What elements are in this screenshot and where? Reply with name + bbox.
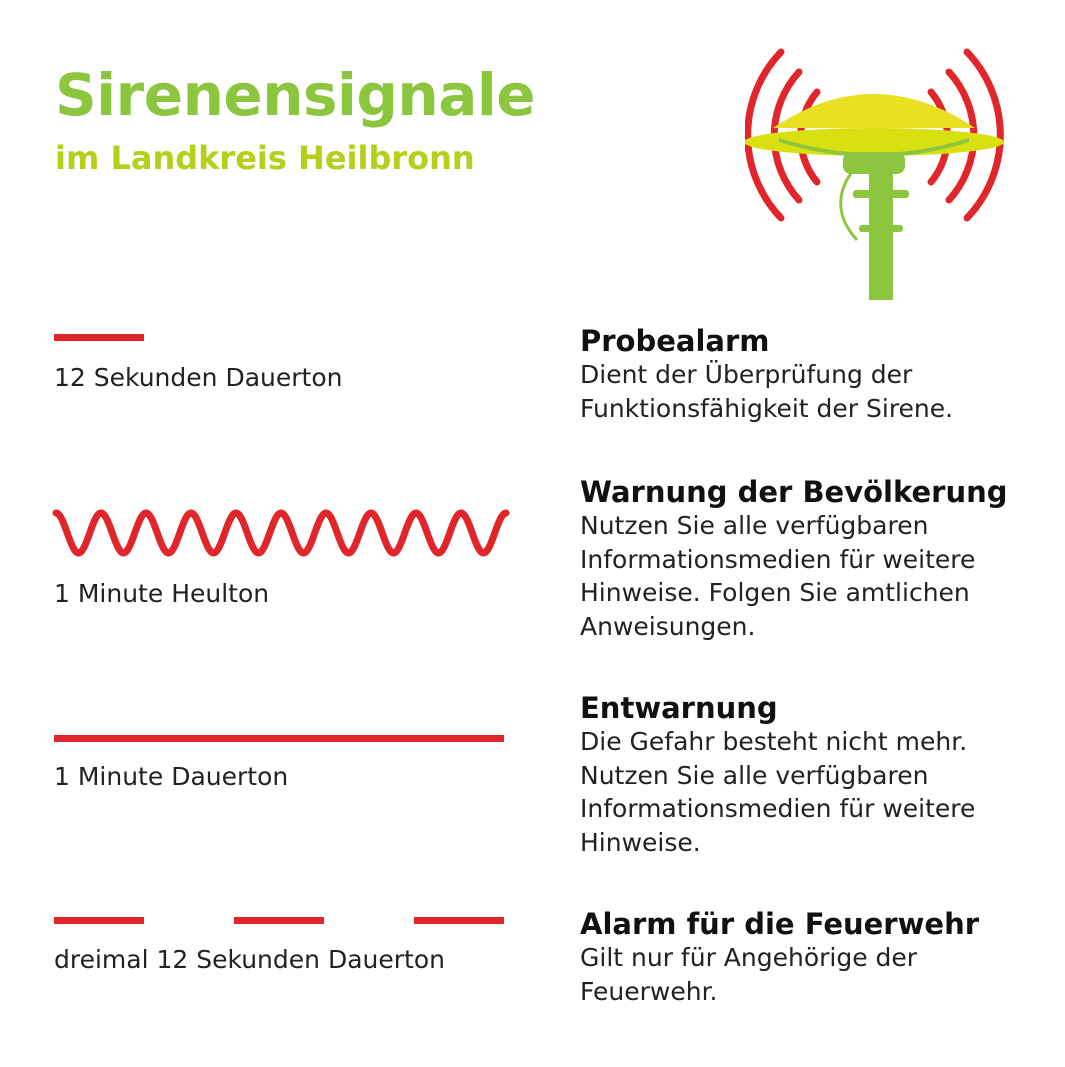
description-line: Gilt nur für Angehörige der [580, 943, 918, 972]
description-line: Informationsmedien für weitere [580, 794, 976, 823]
signal-label-feuerwehr: dreimal 12 Sekunden Dauerton [54, 945, 445, 974]
signal-description-entwarnung [580, 691, 1050, 859]
signal-description-probealarm [580, 324, 1050, 425]
signal-pattern-three-short [54, 917, 504, 924]
signal-label-entwarnung: 1 Minute Dauerton [54, 762, 289, 791]
signal-description-warnung [580, 475, 1050, 643]
signal-pattern-wave [52, 505, 512, 561]
signal-pattern-short-steady [54, 334, 144, 341]
signal-pattern-long-steady [54, 735, 504, 742]
signal-description-feuerwehr [580, 907, 1050, 1008]
description-line: Die Gefahr besteht nicht mehr. [580, 727, 968, 756]
description-line: Hinweise. Folgen Sie amtlichen [580, 578, 970, 607]
signal-title: Alarm für die Feuerwehr [580, 907, 980, 941]
signal-title: Entwarnung [580, 691, 778, 725]
siren-icon [745, 40, 1015, 305]
description-line: Anweisungen. [580, 611, 756, 641]
signal-label-warnung: 1 Minute Heulton [54, 579, 270, 608]
page-subtitle: im Landkreis Heilbronn [55, 139, 475, 177]
tone-segment [414, 917, 504, 924]
description-line: Hinweise. [580, 827, 701, 857]
description-line: Nutzen Sie alle verfügbaren [580, 760, 929, 790]
description-line: Feuerwehr. [580, 976, 718, 1006]
tone-segment [234, 917, 324, 924]
description-line: Funktionsfähigkeit der Sirene. [580, 393, 954, 423]
signal-title: Probealarm [580, 324, 770, 358]
description-line: Dient der Überprüfung der [580, 360, 913, 389]
tone-segment [54, 917, 144, 924]
signal-title: Warnung der Bevölkerung [580, 475, 1008, 509]
description-line: Informationsmedien für weitere [580, 544, 976, 574]
page-title: Sirenensignale [55, 61, 536, 129]
description-line: Nutzen Sie alle verfügbaren [580, 511, 929, 540]
signal-label-probealarm: 12 Sekunden Dauerton [54, 363, 343, 392]
